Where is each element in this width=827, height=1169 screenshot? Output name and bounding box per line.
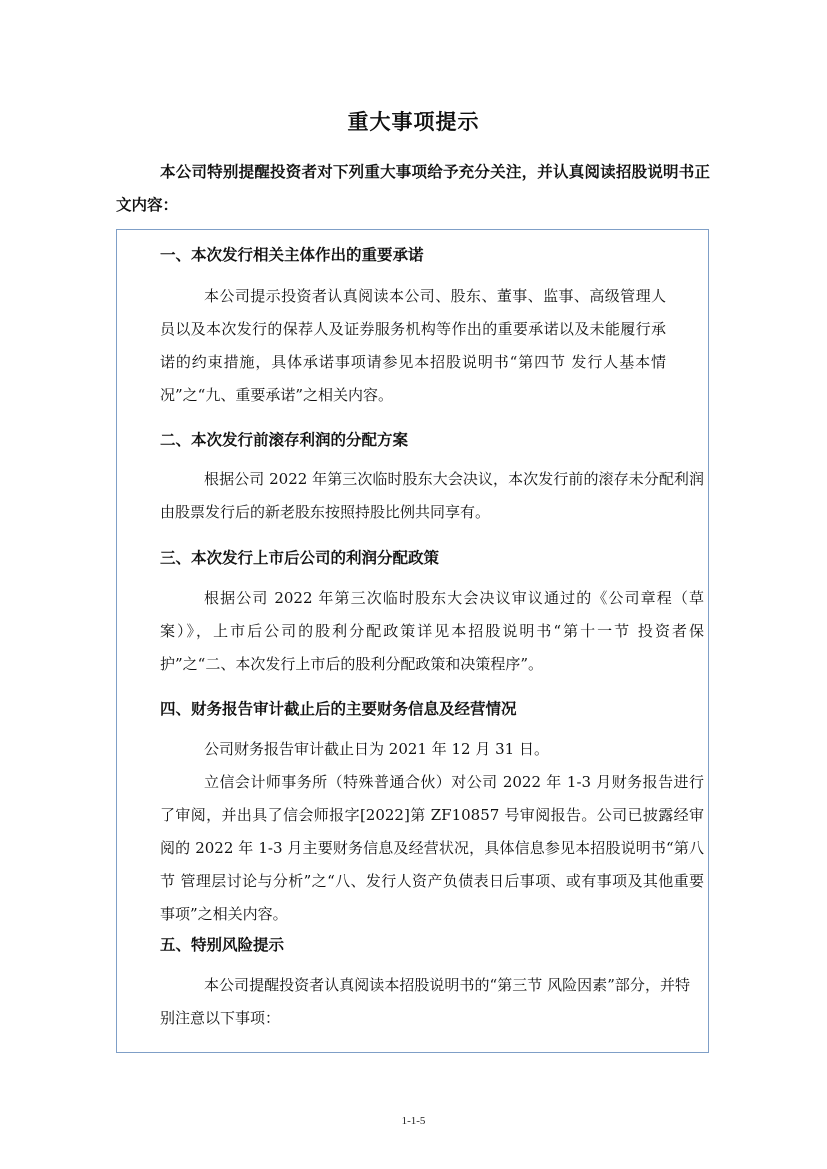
section-4-paragraph-2: 立信会计师事务所（特殊普通合伙）对公司 2022 年 1-3 月财务报告进行了审阅，并出具了信会师报字[2022]第 ZF10857 号审阅报告。公司已披露经审阅的 2022 年 1-3 月主要财务信息及经营状况，具体信息参见本招股说明书“第八节 管理层讨论与分析”之“八、发行人资产负债表日后事项、或有事项及其他重要事项”之相关内容。 — [160, 773, 704, 923]
page-title: 重大事项提示 — [347, 110, 480, 134]
section-5-paragraph: 本公司提醒投资者认真阅读本招股说明书的“第三节 风险因素”部分，并特别注意以下事项： — [160, 976, 690, 1027]
section-4-paragraph-1: 公司财务报告审计截止日为 2021 年 12 月 31 日。 — [204, 740, 549, 758]
intro-paragraph: 本公司特别提醒投资者对下列重大事项给予充分关注，并认真阅读招股说明书正文内容： — [116, 163, 710, 214]
section-heading-1: 一、本次发行相关主体作出的重要承诺 — [160, 246, 424, 264]
section-heading-4: 四、财务报告审计截止后的主要财务信息及经营情况 — [160, 700, 517, 718]
section-1-paragraph: 本公司提示投资者认真阅读本公司、股东、董事、监事、高级管理人员以及本次发行的保荐人及证券服务机构等作出的重要承诺以及未能履行承诺的约束措施，具体承诺事项请参见本招股说明书“第四节 发行人基本情况”之“九、重要承诺”之相关内容。 — [160, 287, 666, 404]
section-heading-5: 五、特别风险提示 — [160, 936, 285, 954]
section-2-paragraph: 根据公司 2022 年第三次临时股东大会决议，本次发行前的滚存未分配利润由股票发行后的新老股东按照持股比例共同享有。 — [160, 470, 704, 521]
section-3-paragraph: 根据公司 2022 年第三次临时股东大会决议审议通过的《公司章程（草案）》，上市后公司的股利分配政策详见本招股说明书“第十一节 投资者保护”之“二、本次发行上市后的股利分配政策和决策程序”。 — [160, 589, 704, 673]
section-heading-3: 三、本次发行上市后公司的利润分配政策 — [160, 549, 440, 567]
section-heading-2: 二、本次发行前滚存利润的分配方案 — [160, 431, 409, 449]
page-number: 1-1-5 — [401, 1115, 426, 1127]
